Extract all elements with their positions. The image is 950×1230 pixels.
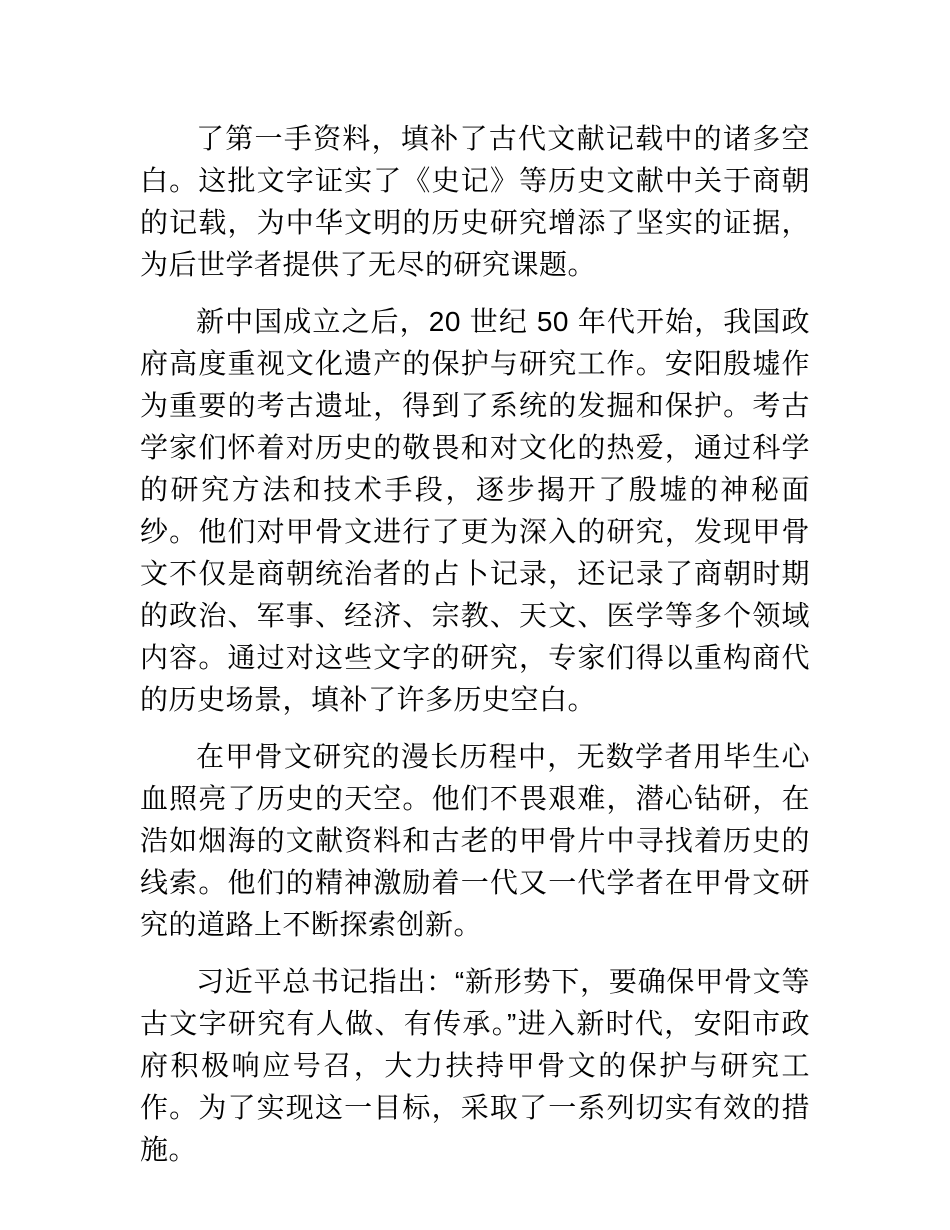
paragraph-2: 新中国成立之后，20 世纪 50 年代开始，我国政府高度重视文化遗产的保护与研究工作。安阳殷墟作为重要的考古遗址，得到了系统的发掘和保护。考古学家们怀着对历史的敬畏和对文化的热爱，通过科学的研究方法和技术手段，逐步揭开了殷墟的神秘面纱。他们对甲骨文进行了更为深入的研究，发现甲骨文不仅是商朝统治者的占卜记录，还记录了商朝时期的政治、军事、经济、宗教、天文、医学等多个领域内容。通过对这些文字的研究，专家们得以重构商代的历史场景，填补了许多历史空白。 <box>140 306 810 715</box>
paragraph-1: 了第一手资料，填补了古代文献记载中的诸多空白。这批文字证实了《史记》等历史文献中关于商朝的记载，为中华文明的历史研究增添了坚实的证据，为后世学者提供了无尽的研究课题。 <box>140 123 810 280</box>
paragraph-4: 习近平总书记指出：“新形势下，要确保甲骨文等古文字研究有人做、有传承。”进入新时代，安阳市政府积极响应号召，大力扶持甲骨文的保护与研究工作。为了实现这一目标，采取了一系列切实有效的措施。 <box>140 966 810 1165</box>
document-body <box>140 118 810 1171</box>
paragraph-3: 在甲骨文研究的漫长历程中，无数学者用毕生心血照亮了历史的天空。他们不畏艰难，潜心钻研，在浩如烟海的文献资料和古老的甲骨片中寻找着历史的线索。他们的精神激励着一代又一代学者在甲骨文研究的道路上不断探索创新。 <box>140 741 810 940</box>
